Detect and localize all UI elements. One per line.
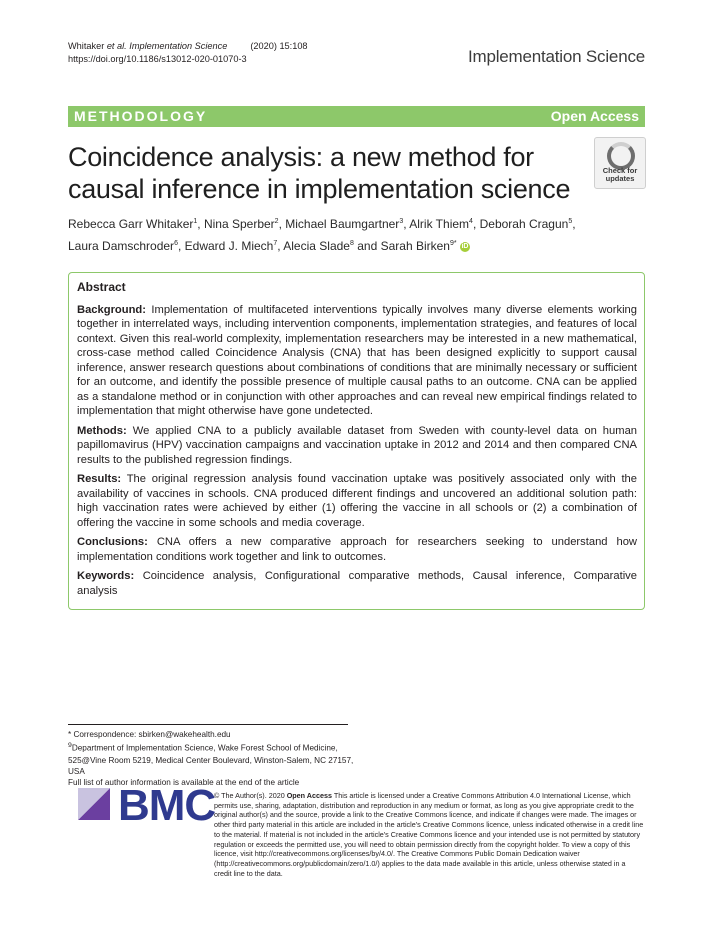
author-name: Rebecca Garr Whitaker [68,217,194,231]
affiliation-line: 525@Vine Room 5219, Medical Center Boulevard, Winston-Salem, NC 27157, [68,755,354,765]
keywords-label: Keywords: [77,570,135,582]
author-affil: 7 [273,240,278,247]
author-affil: 2 [274,218,279,225]
author-name: Edward J. Miech [184,239,274,253]
open-access-label: Open Access [550,108,639,124]
correspondence-label: * Correspondence: [68,730,139,739]
results-label: Results: [77,473,122,485]
citation-year-volume: (2020) 15:108 [250,41,308,51]
abstract-results [77,472,637,530]
author-affil: 8 [349,240,354,247]
bmc-logo-mark-icon [78,788,110,820]
affiliation-sup: 9 [68,742,72,750]
author-affil: 6 [174,240,178,247]
abstract-heading: Abstract [77,280,126,294]
methods-label: Methods: [77,424,127,437]
footnote-divider [68,724,348,725]
cc-by-link[interactable]: http://creativecommons.org/licenses/by/4.0/ [254,849,393,859]
author-name: Sarah Birken [380,239,450,253]
license-text-1: This article is licensed under a Creative Commons Attribution 4.0 International License, which permits use, sharing, adaptation, distribution and reproduction in any medium or format, as long as you give appropriate credit to the original author(s) and the source, provide a link to the Creative Commons licence, and indicate if changes were made. The images or other third party material in this article are included in the article's Creative Commons licence, unless indicated otherwise in a credit line to the material. If material is not included in the article's Creative Commons licence and your intended use is not permitted by statutory regulation or exceeds the permitted use, you will need to obtain permission directly from the copyright holder. To view a copy of this licence, visit [214,791,644,859]
footnotes [68,729,358,789]
author-affil: 9* [449,240,457,247]
author-affil: 5 [568,218,573,225]
abstract-box [68,272,645,610]
abstract-background [77,303,637,419]
running-header [68,40,308,65]
methods-text: We applied CNA to a publicly available dataset from Sweden with county-level data on human papillomavirus (HPV) vaccination campaigns and vaccination uptake in 2012 and 2014 and then compared CNA results to the published regression findings. [77,424,638,466]
conclusions-text: CNA offers a new comparative approach for researchers seeking to understand how implementation conditions work together and link to outcomes. [77,536,638,563]
license-text-2: . The Creative Commons Public Domain Dedication waiver ( [214,849,580,868]
results-text: The original regression analysis found vaccination uptake was positively associated only with the availability of vaccines in schools. CNA produced different findings and uncovered an additional solution path: high vaccination rates were achieved by either (1) offering the vaccine in all schools or (2) a combination of offering the vaccine in some schools and media coverage. [77,473,637,529]
author-name: Alrik Thiem [409,217,470,231]
license-statement [214,791,644,878]
doi-link[interactable]: https://doi.org/10.1186/s13012-020-01070-3 [68,53,247,64]
background-text: Implementation of multifaceted interventions typically involves many diverse elements working together in interrelated ways, including intervention components, implementation strategies, and features of local context. Given this real-world complexity, implementation researchers may be interested in a new mathematical, cross-case method called Coincidence Analysis (CNA) that has been designed explicitly to support causal inference, answer research questions about combinations of conditions that are minimally necessary or sufficient for an outcome, and identify the possible presence of multiple causal paths to an outcome. CNA can be applied as a standalone method or in conjunction with other approaches and can reveal new empirical findings related to implementation that might otherwise have gone undetected. [77,303,637,417]
article-title: Coincidence analysis: a new method for causal inference in implementation science [68,142,571,204]
affiliation-line: Department of Implementation Science, Wake Forest School of Medicine, [71,744,338,754]
license-text-3: ) applies to the data made available in this article, unless otherwise stated in a credit line to the data. [214,858,626,878]
check-for-updates-badge[interactable] [594,137,646,189]
author-affil: 1 [193,218,198,225]
author-affil: 4 [469,218,473,225]
correspondence-email-link[interactable]: sbirken@wakehealth.edu [138,730,231,739]
author-info-note: Full list of author information is available at the end of the article [68,778,300,788]
citation-authors: Whitaker [68,41,107,51]
journal-name: Implementation Science [467,47,645,66]
section-band [68,106,645,127]
abstract-methods [77,424,637,468]
abstract-keywords [77,569,637,598]
abstract-conclusions [77,535,637,564]
keywords-text: Coincidence analysis, Configurational comparative methods, Causal inference, Comparative analysis [77,570,637,597]
open-access-bold: Open Access [286,791,332,800]
author-name: Laura Damschroder [68,239,175,253]
bmc-logo-text: BMC [118,781,216,830]
author-name: Alecia Slade [283,239,350,253]
affiliation-line: USA [68,766,85,776]
badge-line-2: updates [605,174,635,183]
author-affil: 3 [399,218,404,225]
author-name: Deborah Cragun [479,217,569,231]
authors-and: and [357,239,378,253]
background-label: Background: [77,303,146,316]
author-list: Rebecca Garr Whitaker$^1$, Nina Sperber$^2$, Michael Baumgartner$^3$, Alrik Thiem$^4$, Deborah Cragun$^5$, Laura Damschroder$^6$, Edward J. Miech$^7$, Alecia Slade$^8$ and Sarah Birken$^{9*}$ iD [68,217,576,253]
author-name: Nina Sperber [203,217,275,231]
citation-journal: et al. Implementation Science [106,41,228,51]
conclusions-label: Conclusions: [77,536,148,548]
cc-zero-link[interactable]: http://creativecommons.org/publicdomain/zero/1.0/ [216,858,378,868]
author-name: Michael Baumgartner [285,217,400,231]
orcid-icon[interactable]: iD [461,242,469,250]
badge-line-1: Check for [602,166,638,175]
copyright-text: © The Author(s). 2020 [214,791,287,800]
section-label: METHODOLOGY [74,108,208,124]
